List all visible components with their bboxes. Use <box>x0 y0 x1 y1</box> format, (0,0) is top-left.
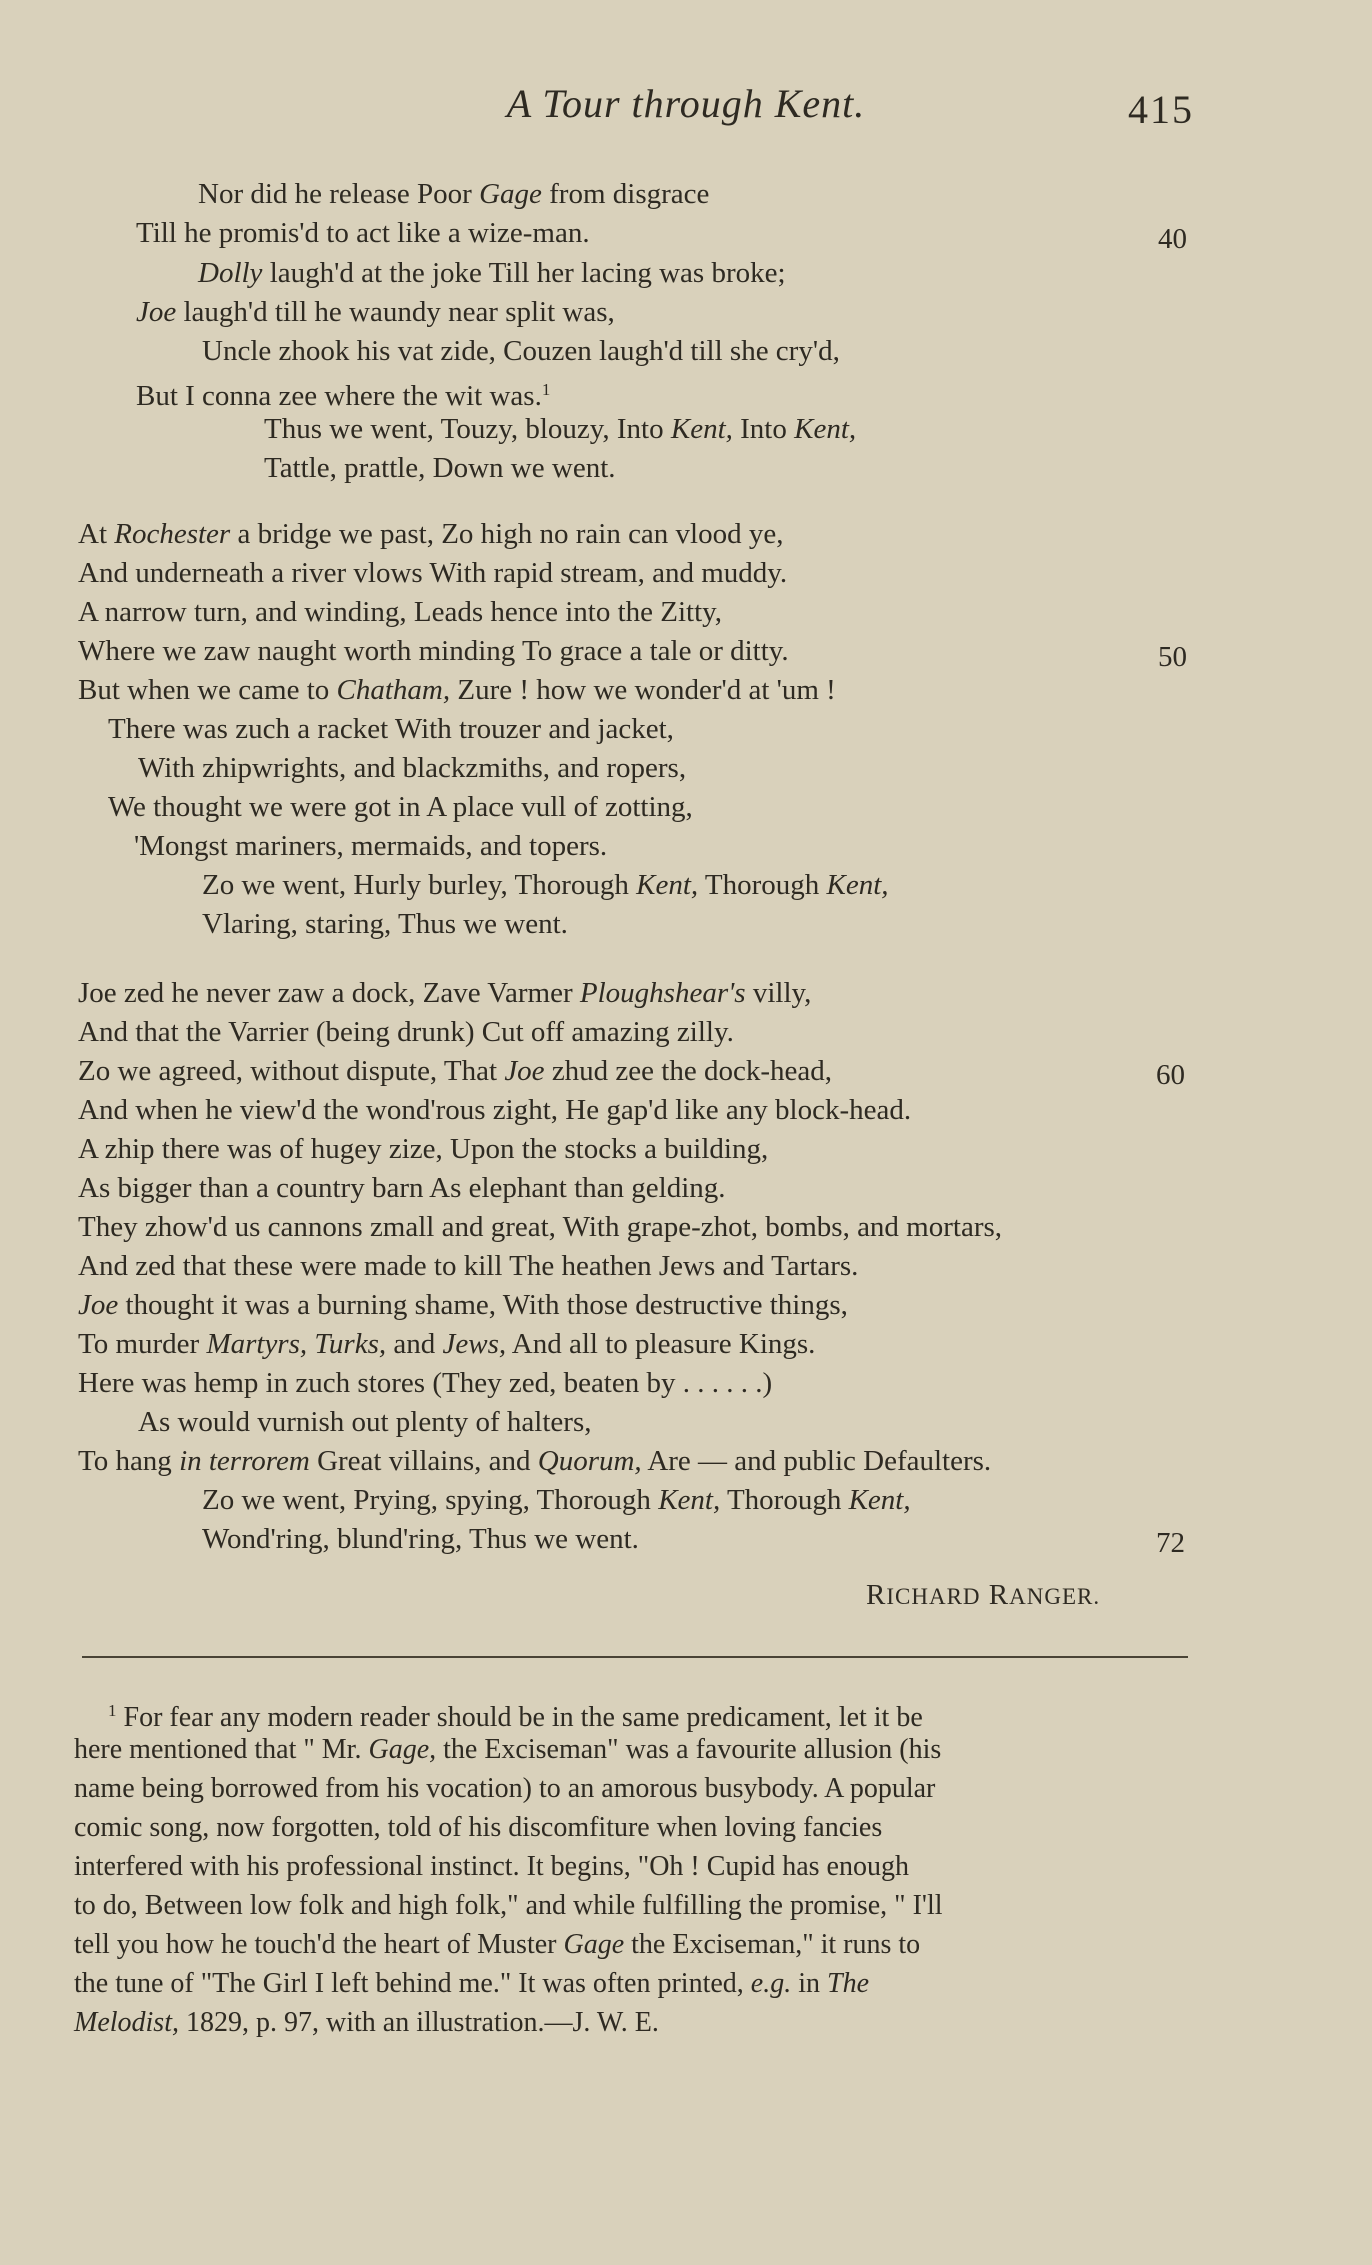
author-signature: RICHARD RANGER. <box>866 1579 1101 1611</box>
verse-line: Dolly laugh'd at the joke Till her lacing was broke; <box>198 257 786 289</box>
verse-line: But when we came to Chatham, Zure ! how we wonder'd at 'um ! <box>78 674 836 706</box>
verse-line: They zhow'd us cannons zmall and great, With grape-zhot, bombs, and mortars, <box>78 1211 1003 1243</box>
footnote-marker: 1 <box>108 1701 117 1720</box>
verse-line: Joe laugh'd till he waundy near split was, <box>136 296 615 328</box>
line-number: 72 <box>1156 1527 1185 1559</box>
footnote-line: name being borrowed from his vocation) to an amorous busybody. A popular <box>74 1773 936 1804</box>
verse-line: Tattle, prattle, Down we went. <box>264 452 616 484</box>
running-title: A Tour through Kent. <box>506 81 866 126</box>
verse-line: There was zuch a racket With trouzer and jacket, <box>108 713 674 745</box>
line-number: 50 <box>1158 641 1187 673</box>
verse-line: Joe thought it was a burning shame, With those destructive things, <box>78 1289 848 1321</box>
verse-line: A narrow turn, and winding, Leads hence into the Zitty, <box>78 596 723 628</box>
verse-line: Here was hemp in zuch stores (They zed, beaten by . . . . . .) <box>78 1367 773 1399</box>
verse-line: And zed that these were made to kill The heathen Jews and Tartars. <box>78 1250 859 1282</box>
verse-line: A zhip there was of hugey zize, Upon the stocks a building, <box>78 1133 769 1165</box>
verse-line: With zhipwrights, and blackzmiths, and ropers, <box>138 752 687 784</box>
verse-line: Zo we agreed, without dispute, That Joe zhud zee the dock-head, <box>78 1055 832 1087</box>
verse-line: Zo we went, Hurly burley, Thorough Kent, Thorough Kent, <box>202 869 889 901</box>
footnote-line: comic song, now forgotten, told of his discomfiture when loving fancies <box>74 1812 883 1843</box>
verse-line: Zo we went, Prying, spying, Thorough Kent, Thorough Kent, <box>202 1484 911 1516</box>
page-number: 415 <box>1128 87 1194 132</box>
footnote-line: Melodist, 1829, p. 97, with an illustration.—J. W. E. <box>74 2007 659 2038</box>
footnote-line: $^1$ For fear any modern reader should be in the same predicament, let it be <box>108 1701 923 1733</box>
verse-line: But I conna zee where the wit was.$^1$ <box>136 380 551 412</box>
footnote-line: the tune of "The Girl I left behind me." It was often printed, e.g. in The <box>74 1968 869 1999</box>
verse-line: Wond'ring, blund'ring, Thus we went. <box>202 1523 639 1555</box>
verse-line: And that the Varrier (being drunk) Cut off amazing zilly. <box>78 1016 734 1048</box>
verse-line: We thought we were got in A place vull of zotting, <box>108 791 693 823</box>
verse-line: 'Mongst mariners, mermaids, and topers. <box>134 830 608 862</box>
verse-line: Till he promis'd to act like a wize-man. <box>136 217 590 249</box>
verse-line: To hang in terrorem Great villains, and Quorum, Are — and public Defaulters. <box>78 1445 992 1477</box>
verse-line: Vlaring, staring, Thus we went. <box>202 908 568 940</box>
footnote-line: interfered with his professional instinct. It begins, "Oh ! Cupid has enough <box>74 1851 909 1882</box>
verse-line: As bigger than a country barn As elephant than gelding. <box>78 1172 726 1204</box>
verse-line: Uncle zhook his vat zide, Couzen laugh'd till she cry'd, <box>202 335 840 367</box>
verse-line: At Rochester a bridge we past, Zo high no rain can vlood ye, <box>78 518 784 550</box>
footnote-reference: 1 <box>541 380 551 399</box>
verse-line: Joe zed he never zaw a dock, Zave Varmer Ploughshear's villy, <box>78 977 812 1009</box>
verse-line: To murder Martyrs, Turks, and Jews, And all to pleasure Kings. <box>78 1328 816 1360</box>
verse-line: And when he view'd the wond'rous zight, He gap'd like any block-head. <box>78 1094 912 1126</box>
footnote-divider <box>82 1656 1188 1658</box>
verse-line: Where we zaw naught worth minding To grace a tale or ditty. <box>78 635 789 667</box>
footnote-line: tell you how he touch'd the heart of Muster Gage the Exciseman," it runs to <box>74 1929 921 1960</box>
line-number: 60 <box>1156 1059 1185 1091</box>
verse-line: Nor did he release Poor Gage from disgrace <box>198 178 710 210</box>
line-number: 40 <box>1158 223 1187 255</box>
verse-line: Thus we went, Touzy, blouzy, Into Kent, Into Kent, <box>264 413 857 445</box>
footnote-line: here mentioned that " Mr. Gage, the Exciseman" was a favourite allusion (his <box>74 1734 942 1765</box>
verse-line: And underneath a river vlows With rapid stream, and muddy. <box>78 557 788 589</box>
verse-line: As would vurnish out plenty of halters, <box>138 1406 592 1438</box>
footnote-line: to do, Between low folk and high folk," and while fulfilling the promise, " I'll <box>74 1890 943 1921</box>
